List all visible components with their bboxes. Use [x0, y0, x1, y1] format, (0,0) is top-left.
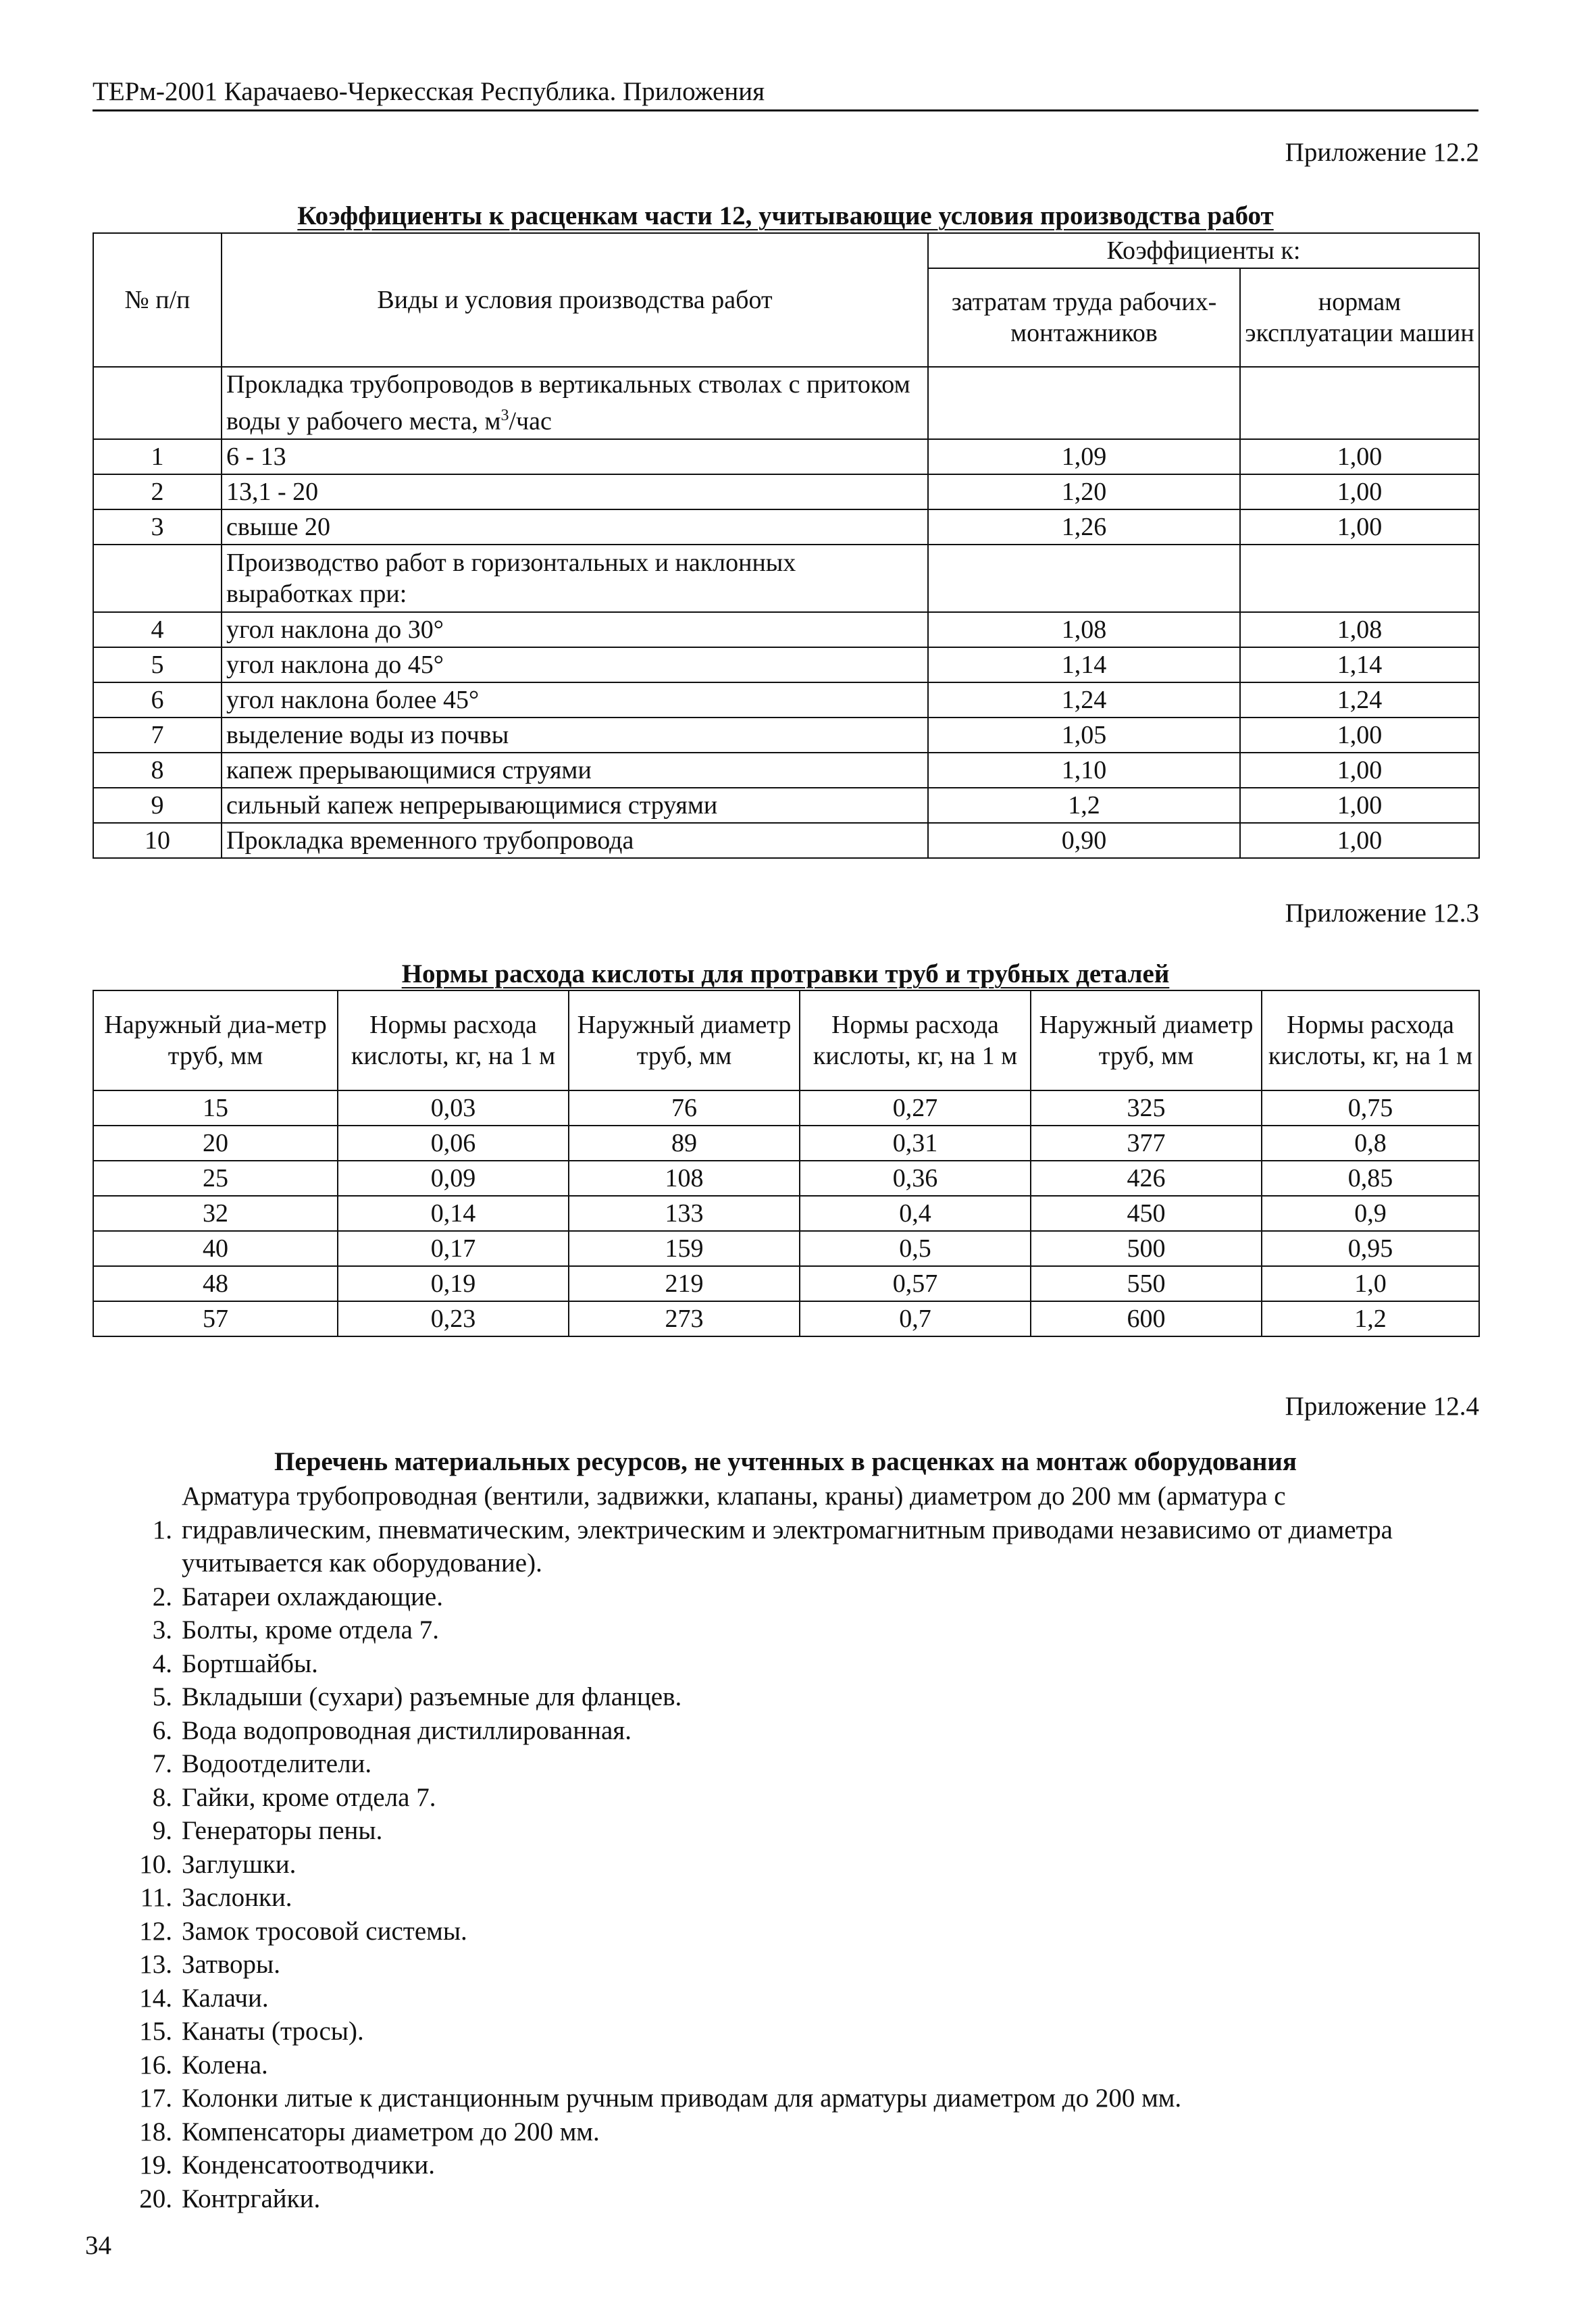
list-item [93, 1915, 1478, 1948]
acid-cell: 0,17 [338, 1231, 569, 1266]
acid-header-3: Нормы расхода кислоты, кг, на 1 м [800, 990, 1031, 1090]
cell-kind: сильный капеж непрерывающимися струями [222, 788, 928, 823]
acid-header-1: Нормы расхода кислоты, кг, на 1 м [338, 990, 569, 1090]
list-item-text: Арматура трубопроводная (вентили, задвижки, клапаны, краны) диаметром до 200 мм (арматура с гидравлическим, пневматическим, электрическим и электромагнитным приводами независимо от диаметра учитывается как оборудование). [182, 1482, 1393, 1578]
acid-cell: 15 [93, 1090, 338, 1126]
cell-labor: 0,90 [928, 823, 1240, 858]
list-item [93, 1580, 1478, 1614]
acid-cell: 89 [569, 1126, 800, 1161]
list-item-text: Вкладыши (сухари) разъемные для фланцев. [182, 1682, 682, 1711]
list-item-text: Колонки литые к дистанционным ручным приводам для арматуры диаметром до 200 мм. [182, 2084, 1182, 2113]
appendix-12-2-label: Приложение 12.2 [1285, 138, 1479, 167]
acid-cell: 0,57 [800, 1266, 1031, 1301]
table-row [93, 1161, 1479, 1196]
table-row [93, 612, 1479, 647]
acid-cell: 450 [1031, 1196, 1262, 1231]
cell-num: 6 [93, 682, 222, 718]
header-kind: Виды и условия производства работ [222, 233, 928, 367]
acid-cell: 0,7 [800, 1301, 1031, 1336]
list-item-number: 14. [139, 1983, 172, 2013]
list-item [93, 1781, 1478, 1815]
acid-cell: 0,09 [338, 1161, 569, 1196]
acid-cell: 325 [1031, 1090, 1262, 1126]
cell-machines: 1,00 [1240, 788, 1479, 823]
list-item-number: 11. [140, 1883, 172, 1912]
cell-kind: 6 - 13 [222, 439, 928, 474]
appendix-12-4-label: Приложение 12.4 [1285, 1392, 1479, 1421]
list-item-number: 5. [152, 1682, 172, 1711]
acid-cell: 0,14 [338, 1196, 569, 1231]
coefficients-table [93, 232, 1480, 859]
cell-machines: 1,14 [1240, 647, 1479, 682]
table-row [93, 1301, 1479, 1336]
appendix-12-3-label: Приложение 12.3 [1285, 899, 1479, 928]
list-item-text: Гайки, кроме отдела 7. [182, 1782, 436, 1812]
appendix-12-4-title: Перечень материальных ресурсов, не учтенных в расценках на монтаж оборудования [274, 1447, 1297, 1476]
table-row [93, 1231, 1479, 1266]
acid-cell: 57 [93, 1301, 338, 1336]
list-item [93, 1714, 1478, 1748]
acid-cell: 0,95 [1262, 1231, 1479, 1266]
list-item [93, 1480, 1478, 1580]
list-item [93, 2048, 1478, 2082]
list-item-number: 6. [152, 1715, 172, 1745]
list-item [93, 1747, 1478, 1781]
acid-cell: 0,5 [800, 1231, 1031, 1266]
cell-num: 4 [93, 612, 222, 647]
acid-cell: 1,2 [1262, 1301, 1479, 1336]
list-item-number: 18. [139, 2117, 172, 2146]
acid-header-5: Нормы расхода кислоты, кг, на 1 м [1262, 990, 1479, 1090]
list-item-text: Генераторы пены. [182, 1816, 383, 1845]
acid-cell: 0,85 [1262, 1161, 1479, 1196]
list-item [93, 1680, 1478, 1714]
acid-cell: 377 [1031, 1126, 1262, 1161]
table-row [93, 1126, 1479, 1161]
acid-cell: 426 [1031, 1161, 1262, 1196]
acid-cell: 500 [1031, 1231, 1262, 1266]
table-row [93, 1090, 1479, 1126]
materials-list [93, 1480, 1478, 2215]
cell-labor: 1,14 [928, 647, 1240, 682]
acid-cell: 108 [569, 1161, 800, 1196]
header-coef-group: Коэффициенты к: [928, 233, 1479, 268]
list-item [93, 2148, 1478, 2182]
header-num: № п/п [93, 233, 222, 367]
page-number: 34 [85, 2231, 111, 2260]
list-item-text: Заслонки. [182, 1883, 292, 1912]
list-item [93, 1613, 1478, 1647]
list-item [93, 2182, 1478, 2216]
list-item-number: 16. [139, 2050, 172, 2080]
cell-num: 2 [93, 474, 222, 509]
list-item-number: 9. [152, 1816, 172, 1845]
list-item-text: Батареи охлаждающие. [182, 1582, 443, 1611]
acid-cell: 0,9 [1262, 1196, 1479, 1231]
cell-machines: 1,00 [1240, 474, 1479, 509]
list-item-text: Калачи. [182, 1983, 269, 2013]
acid-cell: 1,0 [1262, 1266, 1479, 1301]
acid-cell: 0,03 [338, 1090, 569, 1126]
acid-header-0: Наружный диа-метр труб, мм [93, 990, 338, 1090]
cell-labor: 1,10 [928, 753, 1240, 788]
acid-cell: 159 [569, 1231, 800, 1266]
list-item-text: Компенсаторы диаметром до 200 мм. [182, 2117, 600, 2146]
acid-cell: 0,4 [800, 1196, 1031, 1231]
list-item-text: Замок тросовой системы. [182, 1916, 467, 1946]
acid-cell: 76 [569, 1090, 800, 1126]
table-row [93, 788, 1479, 823]
section-2-text: Производство работ в горизонтальных и наклонных выработках при: [222, 545, 928, 612]
list-item-number: 13. [139, 1950, 172, 1979]
cell-machines: 1,00 [1240, 753, 1479, 788]
cell-kind: угол наклона до 30° [222, 612, 928, 647]
list-item-text: Контргайки. [182, 2184, 321, 2213]
table-row [93, 509, 1479, 545]
list-item [93, 1881, 1478, 1915]
list-item-text: Водоотделители. [182, 1749, 372, 1778]
table-row [93, 647, 1479, 682]
acid-cell: 25 [93, 1161, 338, 1196]
cell-labor: 1,24 [928, 682, 1240, 718]
appendix-12-2-title: Коэффициенты к расценкам части 12, учитывающие условия производства работ [297, 201, 1274, 230]
cell-num: 9 [93, 788, 222, 823]
section-row-horizontal [93, 545, 1479, 612]
list-item-text: Канаты (тросы). [182, 2017, 364, 2046]
acid-header-2: Наружный диаметр труб, мм [569, 990, 800, 1090]
cell-labor: 1,08 [928, 612, 1240, 647]
table-row [93, 474, 1479, 509]
acid-cell: 0,8 [1262, 1126, 1479, 1161]
header-rule [93, 109, 1478, 111]
table-row [93, 1266, 1479, 1301]
acid-cell: 32 [93, 1196, 338, 1231]
table-row [93, 439, 1479, 474]
cell-machines: 1,08 [1240, 612, 1479, 647]
list-item-number: 17. [139, 2084, 172, 2113]
list-item-text: Болты, кроме отдела 7. [182, 1615, 439, 1644]
list-item-text: Заглушки. [182, 1849, 297, 1879]
table-row [93, 718, 1479, 753]
list-item-text: Колена. [182, 2050, 268, 2080]
acid-cell: 0,36 [800, 1161, 1031, 1196]
list-item [93, 1647, 1478, 1681]
cell-kind: свыше 20 [222, 509, 928, 545]
list-item-number: 10. [139, 1849, 172, 1879]
acid-cell: 40 [93, 1231, 338, 1266]
section-1-text: Прокладка трубопроводов в вертикальных стволах с притоком воды у рабочего места, $м^3$/час [222, 367, 928, 439]
acid-cell: 0,75 [1262, 1090, 1479, 1126]
table-row [93, 682, 1479, 718]
acid-cell: 550 [1031, 1266, 1262, 1301]
list-item-number: 20. [139, 2184, 172, 2213]
cell-machines: 1,00 [1240, 439, 1479, 474]
acid-cell: 0,06 [338, 1126, 569, 1161]
list-item [93, 2015, 1478, 2048]
list-item-number: 2. [152, 1582, 172, 1611]
acid-header-4: Наружный диаметр труб, мм [1031, 990, 1262, 1090]
list-item [93, 1848, 1478, 1882]
list-item-number: 1. [152, 1515, 172, 1544]
running-header: ТЕРм-2001 Карачаево-Черкесская Республика. Приложения [93, 77, 765, 106]
acid-cell: 219 [569, 1266, 800, 1301]
cell-kind: 13,1 - 20 [222, 474, 928, 509]
list-item [93, 1814, 1478, 1848]
cell-num: 1 [93, 439, 222, 474]
section-row-vertical [93, 367, 1479, 439]
cell-labor: 1,20 [928, 474, 1240, 509]
table-row [93, 1196, 1479, 1231]
list-item-number: 7. [152, 1749, 172, 1778]
cell-kind: Прокладка временного трубопровода [222, 823, 928, 858]
header-machines: нормам эксплуатации машин [1240, 268, 1479, 367]
header-labor: затратам труда рабочих-монтажников [928, 268, 1240, 367]
acid-norms-table [93, 990, 1480, 1337]
list-item-number: 19. [139, 2150, 172, 2180]
acid-cell: 48 [93, 1266, 338, 1301]
cell-labor: 1,05 [928, 718, 1240, 753]
list-item-text: Вода водопроводная дистиллированная. [182, 1715, 632, 1745]
list-item [93, 2082, 1478, 2115]
acid-cell: 273 [569, 1301, 800, 1336]
list-item [93, 2115, 1478, 2149]
cell-machines: 1,24 [1240, 682, 1479, 718]
cell-machines: 1,00 [1240, 718, 1479, 753]
list-item-number: 3. [152, 1615, 172, 1644]
acid-cell: 0,23 [338, 1301, 569, 1336]
cell-labor: 1,2 [928, 788, 1240, 823]
acid-cell: 20 [93, 1126, 338, 1161]
cell-num: 10 [93, 823, 222, 858]
list-item [93, 1948, 1478, 1982]
cell-num: 8 [93, 753, 222, 788]
acid-cell: 600 [1031, 1301, 1262, 1336]
cell-num: 7 [93, 718, 222, 753]
list-item-number: 12. [139, 1916, 172, 1946]
cell-machines: 1,00 [1240, 509, 1479, 545]
table-row [93, 753, 1479, 788]
cell-kind: капеж прерывающимися струями [222, 753, 928, 788]
list-item-number: 4. [152, 1649, 172, 1678]
list-item-text: Бортшайбы. [182, 1649, 318, 1678]
cell-machines: 1,00 [1240, 823, 1479, 858]
table-row [93, 823, 1479, 858]
list-item [93, 1982, 1478, 2015]
cell-num: 5 [93, 647, 222, 682]
acid-cell: 0,31 [800, 1126, 1031, 1161]
cell-labor: 1,09 [928, 439, 1240, 474]
list-item-text: Конденсатоотводчики. [182, 2150, 436, 2180]
acid-cell: 133 [569, 1196, 800, 1231]
cell-num: 3 [93, 509, 222, 545]
acid-cell: 0,19 [338, 1266, 569, 1301]
cell-kind: выделение воды из почвы [222, 718, 928, 753]
appendix-12-3-title: Нормы расхода кислоты для протравки труб и трубных деталей [401, 959, 1170, 988]
acid-cell: 0,27 [800, 1090, 1031, 1126]
cell-kind: угол наклона до 45° [222, 647, 928, 682]
cell-kind: угол наклона более 45° [222, 682, 928, 718]
list-item-number: 15. [139, 2017, 172, 2046]
list-item-number: 8. [152, 1782, 172, 1812]
cell-labor: 1,26 [928, 509, 1240, 545]
list-item-text: Затворы. [182, 1950, 280, 1979]
